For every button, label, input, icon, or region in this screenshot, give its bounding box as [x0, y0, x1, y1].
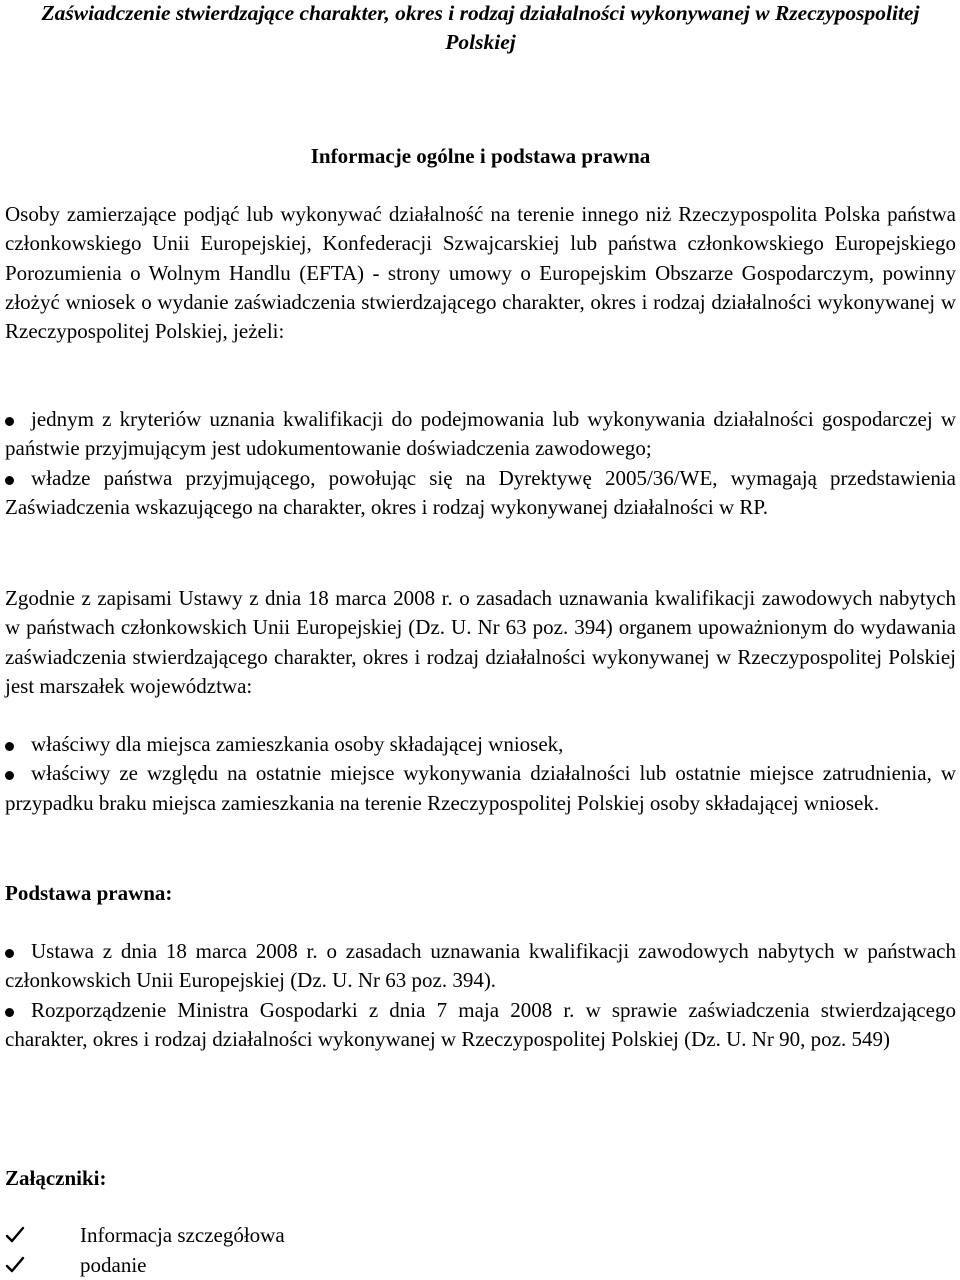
bullet-icon — [5, 476, 14, 485]
list-item — [5, 1251, 285, 1280]
document-title: Zaświadczenie stwierdzające charakter, okres i rodzaj działalności wykonywanej w Rzeczypospolitej Polskiej — [5, 0, 956, 57]
attachment-label: podanie — [80, 1253, 146, 1277]
attachments-heading: Załączniki: — [5, 1164, 107, 1193]
conditions-list — [5, 405, 956, 522]
intro-paragraph: Osoby zamierzające podjąć lub wykonywać działalność na terenie innego niż Rzeczypospolita Polska państwa członkowskiego Unii Europejskiej, Konfederacji Szwajcarskiej lub państwa członkowskiego Europejskiego Porozumienia o Wolnym Handlu (EFTA) - strony umowy o Europejskim Obszarze Gospodarczym, powinny złożyć wniosek o wydanie zaświadczenia stwierdzającego charakter, okres i rodzaj działalności wykonywanej w Rzeczypospolitej Polskiej, jeżeli: — [5, 200, 956, 346]
list-item — [5, 1221, 285, 1251]
list-item-text: Ustawa z dnia 18 marca 2008 r. o zasadach uznawania kwalifikacji zawodowych nabytych w państwach członkowskich Unii Europejskiej (Dz. U. Nr 63 poz. 394). — [5, 939, 956, 992]
list-item-text: władze państwa przyjmującego, powołując się na Dyrektywę 2005/36/WE, wymagają przedstawienia Zaświadczenia wskazującego na charakter, okres i rodzaj wykonywanej działalności w RP. — [5, 466, 956, 519]
bullet-icon — [5, 417, 14, 426]
attachments-list — [5, 1221, 285, 1280]
list-item — [5, 937, 956, 996]
bullet-icon — [5, 742, 14, 751]
list-item-text: właściwy ze względu na ostatnie miejsce wykonywania działalności lub ostatnie miejsce zatrudnienia, w przypadku braku miejsca zamieszkania na terenie Rzeczypospolitej Polskiej osoby składającej wniosek. — [5, 761, 956, 814]
bullet-icon — [5, 1008, 14, 1017]
section-heading: Informacje ogólne i podstawa prawna — [5, 142, 956, 171]
list-item — [5, 730, 956, 759]
checkmark-icon — [5, 1225, 25, 1245]
list-item-text: jednym z kryteriów uznania kwalifikacji do podejmowania lub wykonywania działalności gospodarczej w państwie przyjmującym jest udokumentowanie doświadczenia zawodowego; — [5, 407, 956, 460]
list-item — [5, 759, 956, 818]
list-item — [5, 464, 956, 523]
attachment-label: Informacja szczegółowa — [80, 1223, 285, 1247]
list-item-text: Rozporządzenie Ministra Gospodarki z dnia 7 maja 2008 r. w sprawie zaświadczenia stwierdzającego charakter, okres i rodzaj działalności wykonywanej w Rzeczypospolitej Polskiej (Dz. U. Nr 90, poz. 549) — [5, 998, 956, 1051]
checkmark-icon — [5, 1255, 25, 1275]
list-item — [5, 996, 956, 1055]
list-item-text: właściwy dla miejsca zamieszkania osoby składającej wniosek, — [31, 732, 563, 756]
legal-basis-heading: Podstawa prawna: — [5, 879, 172, 908]
legal-basis-list — [5, 937, 956, 1054]
list-item — [5, 405, 956, 464]
bullet-icon — [5, 771, 14, 780]
authority-list — [5, 730, 956, 818]
bullet-icon — [5, 949, 14, 958]
law-paragraph: Zgodnie z zapisami Ustawy z dnia 18 marca 2008 r. o zasadach uznawania kwalifikacji zawodowych nabytych w państwach członkowskich Unii Europejskiej (Dz. U. Nr 63 poz. 394) organem upoważnionym do wydawania zaświadczenia stwierdzającego charakter, okres i rodzaj działalności wykonywanej w Rzeczypospolitej Polskiej jest marszałek województwa: — [5, 584, 956, 701]
